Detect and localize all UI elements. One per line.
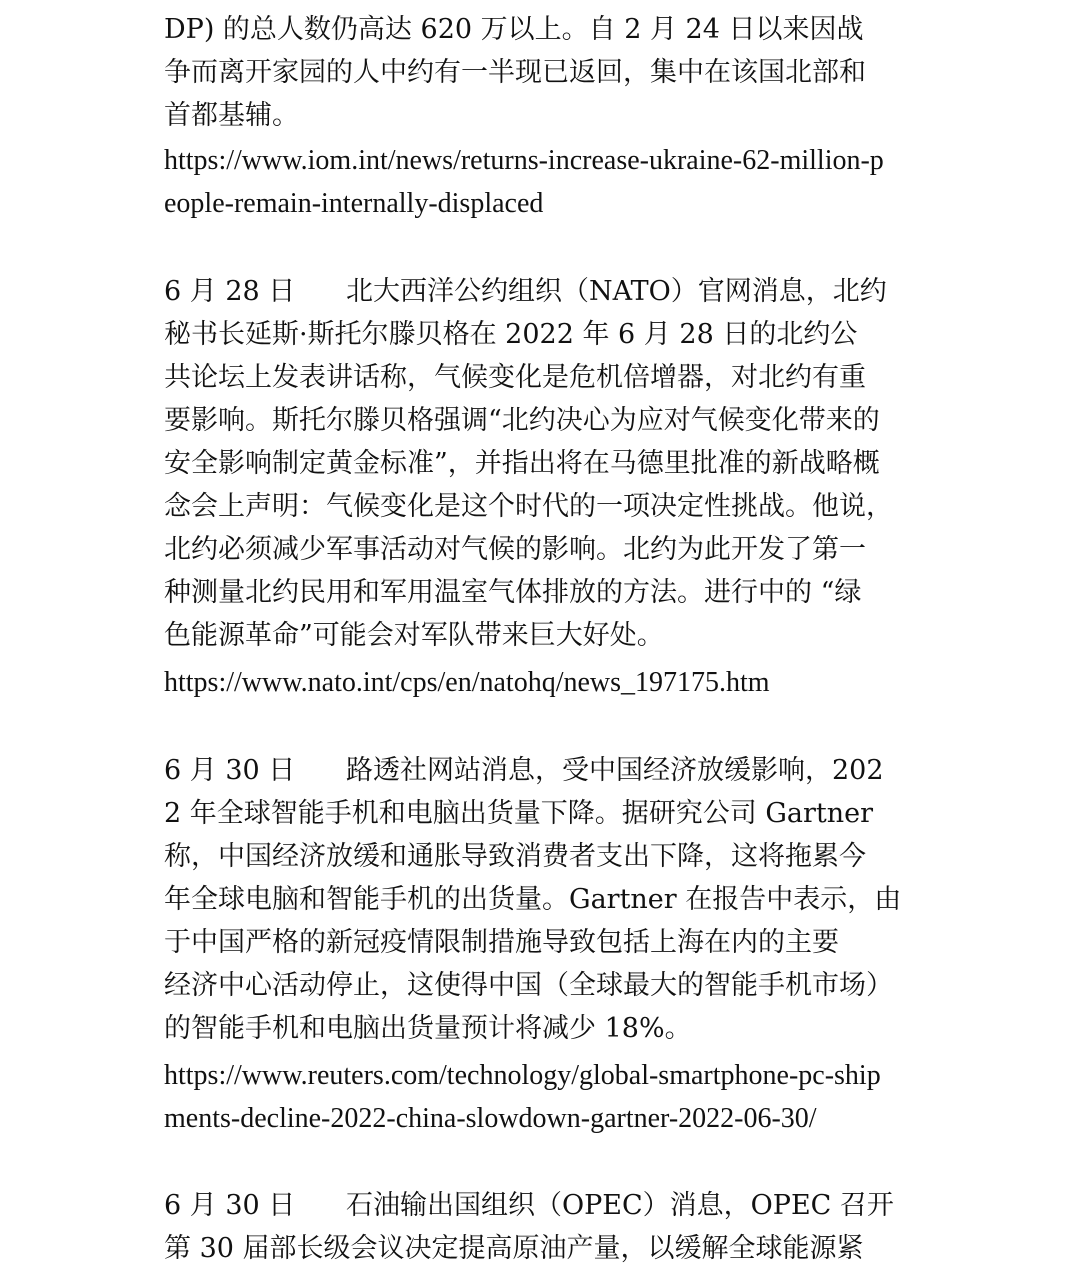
entry-first-line: 北大西洋公约组织（NATO）官网消息，北约 (346, 276, 887, 307)
source-link[interactable]: https://www.nato.int/cps/en/natohq/news_197175.htm (164, 667, 770, 698)
source-link[interactable]: ments-decline-2022-china-slowdown-gartner-2022-06-30/ (164, 1103, 817, 1134)
body-text-line: 要影响。斯托尔滕贝格强调“北约决心为应对气候变化带来的 (164, 405, 880, 436)
body-text-line: 安全影响制定黄金标准”，并指出将在马德里批准的新战略概 (164, 448, 880, 479)
entry-first-line: 石油输出国组织（OPEC）消息，OPEC 召开 (346, 1190, 894, 1221)
body-text-line: 年全球电脑和智能手机的出货量。Gartner 在报告中表示，由 (164, 884, 902, 915)
body-text-line: 首都基辅。 (164, 100, 299, 131)
body-text-line: 共论坛上发表讲话称，气候变化是危机倍增器，对北约有重 (164, 362, 866, 393)
entry-date: 6 月 30 日 (164, 755, 296, 786)
entry-date: 6 月 30 日 (164, 1190, 296, 1221)
body-text-line: 称，中国经济放缓和通胀导致消费者支出下降，这将拖累今 (164, 841, 866, 872)
body-text-line: 念会上声明：气候变化是这个时代的一项决定性挑战。他说， (164, 491, 893, 522)
source-link[interactable]: https://www.reuters.com/technology/global-smartphone-pc-ship (164, 1060, 881, 1091)
body-text-line: 经济中心活动停止，这使得中国（全球最大的智能手机市场） (164, 970, 893, 1001)
body-text-line: 种测量北约民用和军用温室气体排放的方法。进行中的 “绿 (164, 577, 862, 608)
news-entry-header (164, 1184, 894, 1227)
body-text-line: 的智能手机和电脑出货量预计将减少 18%。 (164, 1013, 692, 1044)
news-entry-header (164, 749, 884, 792)
source-link[interactable]: eople-remain-internally-displaced (164, 188, 544, 219)
body-text-line: 色能源革命”可能会对军队带来巨大好处。 (164, 620, 664, 651)
body-text-line: 第 30 届部长级会议决定提高原油产量，以缓解全球能源紧 (164, 1233, 864, 1264)
body-text-line: 北约必须减少军事活动对气候的影响。北约为此开发了第一 (164, 534, 866, 565)
body-text-line: 于中国严格的新冠疫情限制措施导致包括上海在内的主要 (164, 927, 839, 958)
entry-first-line: 路透社网站消息，受中国经济放缓影响，202 (346, 755, 884, 786)
news-entry-header (164, 270, 887, 313)
body-text-line: DP) 的总人数仍高达 620 万以上。自 2 月 24 日以来因战 (164, 14, 864, 45)
body-text-line: 秘书长延斯·斯托尔滕贝格在 2022 年 6 月 28 日的北约公 (164, 319, 858, 350)
entry-date: 6 月 28 日 (164, 276, 296, 307)
body-text-line: 争而离开家园的人中约有一半现已返回，集中在该国北部和 (164, 57, 866, 88)
source-link[interactable]: https://www.iom.int/news/returns-increase-ukraine-62-million-p (164, 145, 884, 176)
body-text-line: 2 年全球智能手机和电脑出货量下降。据研究公司 Gartner (164, 798, 874, 829)
